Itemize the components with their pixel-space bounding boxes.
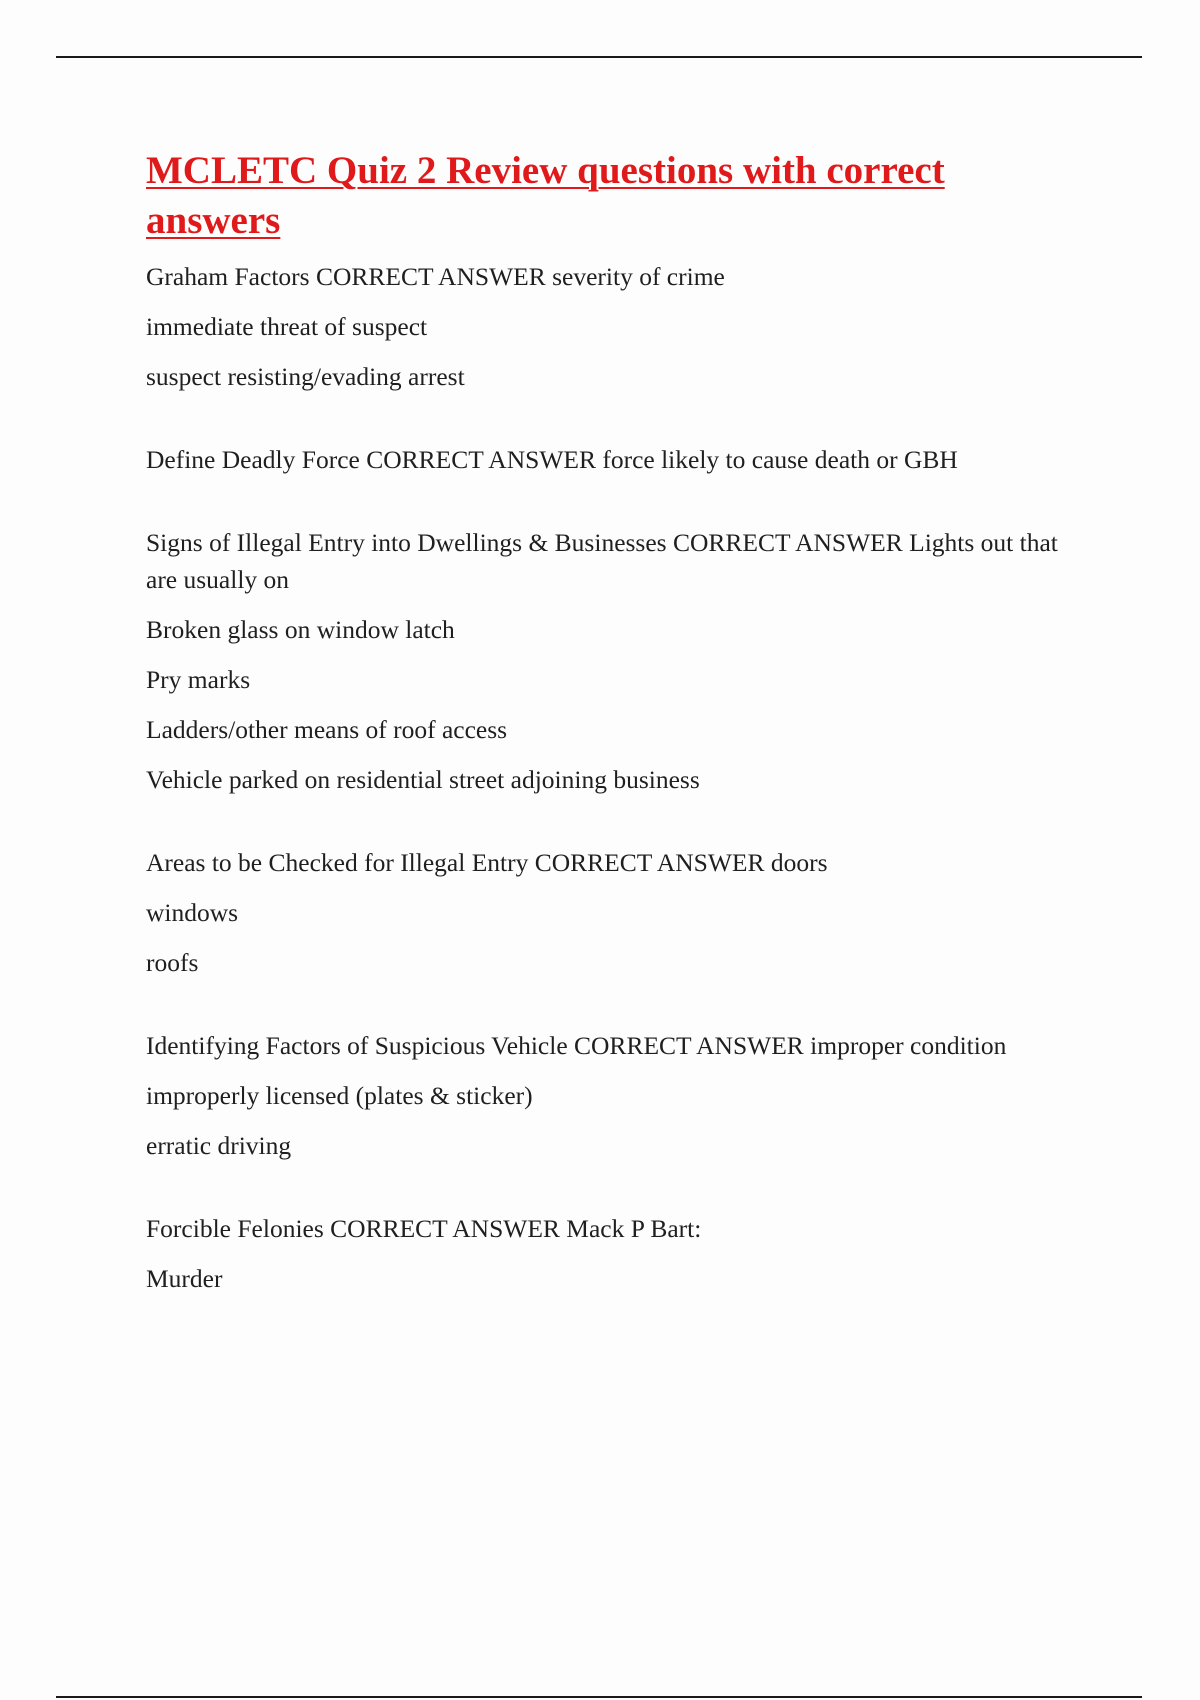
document-body [146, 146, 1086, 1343]
qa-line: erratic driving [146, 1131, 292, 1160]
qa-line: Identifying Factors of Suspicious Vehicle CORRECT ANSWER improper condition [146, 1031, 1007, 1060]
qa-line: Graham Factors CORRECT ANSWER severity of crime [146, 262, 725, 291]
qa-line: Pry marks [146, 665, 251, 694]
qa-block [146, 441, 1086, 478]
qa-line: Define Deadly Force CORRECT ANSWER force likely to cause death or GBH [146, 445, 958, 474]
qa-line: Vehicle parked on residential street adjoining business [146, 765, 700, 794]
qa-line: Ladders/other means of roof access [146, 715, 508, 744]
qa-line: windows [146, 898, 239, 927]
qa-line: immediate threat of suspect [146, 312, 428, 341]
qa-line: suspect resisting/evading arrest [146, 362, 465, 391]
qa-block [146, 524, 1086, 798]
qa-line: Areas to be Checked for Illegal Entry CORRECT ANSWER doors [146, 848, 828, 877]
document-title: MCLETC Quiz 2 Review questions with correct answers [146, 149, 945, 242]
qa-line: Signs of Illegal Entry into Dwellings & Businesses CORRECT ANSWER Lights out that are usually on [146, 528, 1058, 594]
header-rule [56, 56, 1142, 58]
qa-line: roofs [146, 948, 199, 977]
footer-rule [56, 1696, 1142, 1698]
qa-line: Forcible Felonies CORRECT ANSWER Mack P Bart: [146, 1214, 702, 1243]
qa-block [146, 258, 1086, 395]
qa-line: improperly licensed (plates & sticker) [146, 1081, 533, 1110]
qa-block [146, 844, 1086, 981]
qa-block [146, 1210, 1086, 1297]
qa-line: Broken glass on window latch [146, 615, 455, 644]
qa-line: Murder [146, 1264, 223, 1293]
qa-block [146, 1027, 1086, 1164]
